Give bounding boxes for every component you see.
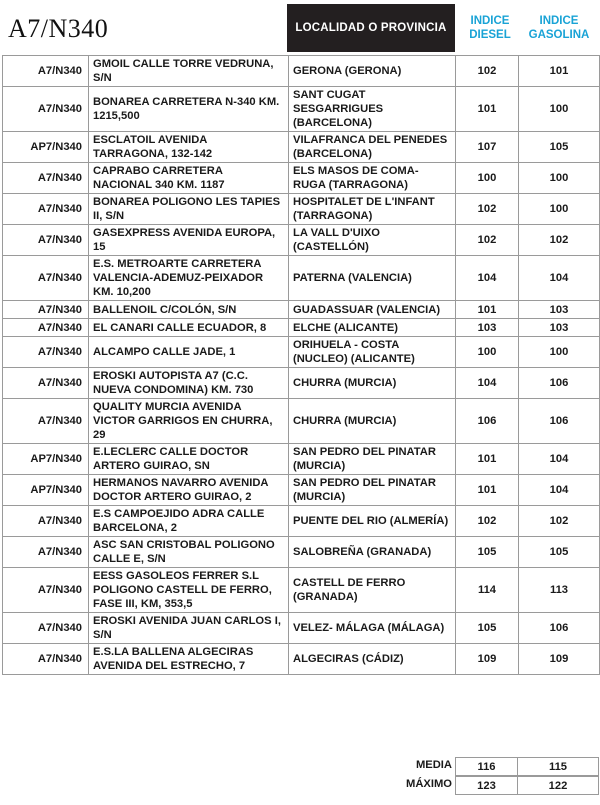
- road-cell: AP7/N340: [3, 475, 89, 506]
- table-row: [3, 475, 600, 506]
- diesel-index-cell: 102: [456, 506, 519, 537]
- diesel-index-cell: 101: [456, 87, 519, 132]
- table-row: [3, 163, 600, 194]
- gasolina-index-cell: 102: [519, 506, 600, 537]
- road-cell: A7/N340: [3, 87, 89, 132]
- location-cell: SANT CUGAT SESGARRIGUES (BARCELONA): [289, 87, 456, 132]
- location-cell: GUADASSUAR (VALENCIA): [289, 301, 456, 319]
- diesel-index-cell: 107: [456, 132, 519, 163]
- station-cell: ESCLATOIL AVENIDA TARRAGONA, 132-142: [89, 132, 289, 163]
- location-cell: PUENTE DEL RIO (ALMERÍA): [289, 506, 456, 537]
- location-cell: VELEZ- MÁLAGA (MÁLAGA): [289, 613, 456, 644]
- table-row: [3, 399, 600, 444]
- table-row: [3, 444, 600, 475]
- road-cell: A7/N340: [3, 537, 89, 568]
- summary-block: [0, 757, 600, 797]
- diesel-index-cell: 105: [456, 613, 519, 644]
- road-cell: A7/N340: [3, 506, 89, 537]
- location-cell: VILAFRANCA DEL PENEDES (BARCELONA): [289, 132, 456, 163]
- station-cell: E.S. METROARTE CARRETERA VALENCIA-ADEMUZ-PEIXADOR KM. 10,200: [89, 256, 289, 301]
- station-cell: ALCAMPO CALLE JADE, 1: [89, 337, 289, 368]
- gasolina-index-cell: 100: [519, 163, 600, 194]
- table-row: [3, 87, 600, 132]
- station-cell: EROSKI AVENIDA JUAN CARLOS I, S/N: [89, 613, 289, 644]
- station-cell: EESS GASOLEOS FERRER S.L POLIGONO CASTELL DE FERRO, FASE III, KM, 353,5: [89, 568, 289, 613]
- gasolina-index-cell: 100: [519, 87, 600, 132]
- gasolina-index-cell: 104: [519, 475, 600, 506]
- station-cell: BALLENOIL C/COLÓN, S/N: [89, 301, 289, 319]
- road-cell: A7/N340: [3, 613, 89, 644]
- road-cell: A7/N340: [3, 568, 89, 613]
- table-row: [3, 319, 600, 337]
- diesel-index-cell: 104: [456, 256, 519, 301]
- diesel-index-cell: 106: [456, 399, 519, 444]
- gasolina-index-cell: 100: [519, 337, 600, 368]
- station-cell: BONAREA POLIGONO LES TAPIES II, S/N: [89, 194, 289, 225]
- diesel-index-cell: 101: [456, 475, 519, 506]
- road-cell: AP7/N340: [3, 444, 89, 475]
- diesel-column-header: [460, 14, 520, 42]
- gasolina-index-cell: 105: [519, 132, 600, 163]
- media-gasolina-value: 115: [517, 757, 599, 776]
- road-cell: A7/N340: [3, 163, 89, 194]
- road-cell: A7/N340: [3, 301, 89, 319]
- diesel-index-cell: 104: [456, 368, 519, 399]
- road-cell: AP7/N340: [3, 132, 89, 163]
- road-cell: A7/N340: [3, 337, 89, 368]
- location-cell: SALOBREÑA (GRANADA): [289, 537, 456, 568]
- station-cell: CAPRABO CARRETERA NACIONAL 340 KM. 1187: [89, 163, 289, 194]
- table-row: [3, 194, 600, 225]
- station-cell: GASEXPRESS AVENIDA EUROPA, 15: [89, 225, 289, 256]
- location-cell: ELCHE (ALICANTE): [289, 319, 456, 337]
- diesel-index-cell: 109: [456, 644, 519, 675]
- gasolina-index-cell: 106: [519, 368, 600, 399]
- gasolina-index-cell: 106: [519, 399, 600, 444]
- table-row: [3, 56, 600, 87]
- media-diesel-value: 116: [455, 757, 518, 776]
- table-row: [3, 568, 600, 613]
- station-cell: EL CANARI CALLE ECUADOR, 8: [89, 319, 289, 337]
- diesel-index-cell: 103: [456, 319, 519, 337]
- road-cell: A7/N340: [3, 256, 89, 301]
- location-cell: PATERNA (VALENCIA): [289, 256, 456, 301]
- diesel-index-cell: 102: [456, 56, 519, 87]
- diesel-header-line2: DIESEL: [469, 29, 511, 41]
- location-cell: ELS MASOS DE COMA-RUGA (TARRAGONA): [289, 163, 456, 194]
- table-row: [3, 337, 600, 368]
- location-cell: CHURRA (MURCIA): [289, 399, 456, 444]
- gasolina-index-cell: 109: [519, 644, 600, 675]
- road-cell: A7/N340: [3, 368, 89, 399]
- fuel-index-table: [2, 55, 600, 675]
- station-cell: E.S CAMPOEJIDO ADRA CALLE BARCELONA, 2: [89, 506, 289, 537]
- station-cell: E.S.LA BALLENA ALGECIRAS AVENIDA DEL ESTRECHO, 7: [89, 644, 289, 675]
- gasolina-column-header: [522, 14, 596, 42]
- diesel-header-line1: INDICE: [470, 15, 510, 27]
- diesel-index-cell: 101: [456, 444, 519, 475]
- table-row: [3, 225, 600, 256]
- diesel-index-cell: 102: [456, 194, 519, 225]
- table-row: [3, 506, 600, 537]
- road-cell: A7/N340: [3, 399, 89, 444]
- localidad-column-header: LOCALIDAD O PROVINCIA: [287, 4, 455, 52]
- station-cell: GMOIL CALLE TORRE VEDRUNA, S/N: [89, 56, 289, 87]
- table-row: [3, 368, 600, 399]
- location-cell: CHURRA (MURCIA): [289, 368, 456, 399]
- diesel-index-cell: 100: [456, 163, 519, 194]
- gasolina-index-cell: 100: [519, 194, 600, 225]
- gasolina-index-cell: 103: [519, 319, 600, 337]
- station-cell: BONAREA CARRETERA N-340 KM. 1215,500: [89, 87, 289, 132]
- location-cell: LA VALL D'UIXO (CASTELLÓN): [289, 225, 456, 256]
- road-cell: A7/N340: [3, 56, 89, 87]
- table-header: [0, 0, 600, 56]
- location-cell: CASTELL DE FERRO (GRANADA): [289, 568, 456, 613]
- location-cell: SAN PEDRO DEL PINATAR (MURCIA): [289, 475, 456, 506]
- gasolina-header-line1: INDICE: [539, 15, 579, 27]
- table-row: [3, 132, 600, 163]
- road-cell: A7/N340: [3, 319, 89, 337]
- table-row: [3, 644, 600, 675]
- gasolina-index-cell: 101: [519, 56, 600, 87]
- gasolina-index-cell: 113: [519, 568, 600, 613]
- gasolina-header-line2: GASOLINA: [528, 29, 590, 41]
- media-label: MEDIA: [415, 759, 452, 771]
- table-row: [3, 256, 600, 301]
- maximo-gasolina-value: 122: [517, 776, 599, 795]
- table-row: [3, 301, 600, 319]
- maximo-label: MÁXIMO: [406, 778, 452, 790]
- gasolina-index-cell: 103: [519, 301, 600, 319]
- location-cell: HOSPITALET DE L'INFANT (TARRAGONA): [289, 194, 456, 225]
- table-body: [3, 56, 600, 675]
- station-cell: HERMANOS NAVARRO AVENIDA DOCTOR ARTERO GUIRAO, 2: [89, 475, 289, 506]
- station-cell: EROSKI AUTOPISTA A7 (C.C. NUEVA CONDOMINA) KM. 730: [89, 368, 289, 399]
- diesel-index-cell: 102: [456, 225, 519, 256]
- location-cell: ORIHUELA - COSTA (NUCLEO) (ALICANTE): [289, 337, 456, 368]
- gasolina-index-cell: 102: [519, 225, 600, 256]
- road-cell: A7/N340: [3, 194, 89, 225]
- gasolina-index-cell: 106: [519, 613, 600, 644]
- diesel-index-cell: 105: [456, 537, 519, 568]
- diesel-index-cell: 101: [456, 301, 519, 319]
- location-cell: GERONA (GERONA): [289, 56, 456, 87]
- gasolina-index-cell: 105: [519, 537, 600, 568]
- gasolina-index-cell: 104: [519, 444, 600, 475]
- maximo-diesel-value: 123: [455, 776, 518, 795]
- diesel-index-cell: 100: [456, 337, 519, 368]
- station-cell: ASC SAN CRISTOBAL POLIGONO CALLE E, S/N: [89, 537, 289, 568]
- location-cell: ALGECIRAS (CÁDIZ): [289, 644, 456, 675]
- gasolina-index-cell: 104: [519, 256, 600, 301]
- road-cell: A7/N340: [3, 644, 89, 675]
- station-cell: QUALITY MURCIA AVENIDA VICTOR GARRIGOS EN CHURRA, 29: [89, 399, 289, 444]
- location-cell: SAN PEDRO DEL PINATAR (MURCIA): [289, 444, 456, 475]
- diesel-index-cell: 114: [456, 568, 519, 613]
- station-cell: E.LECLERC CALLE DOCTOR ARTERO GUIRAO, SN: [89, 444, 289, 475]
- table-row: [3, 613, 600, 644]
- page-title: A7/N340: [8, 14, 109, 43]
- table-row: [3, 537, 600, 568]
- road-cell: A7/N340: [3, 225, 89, 256]
